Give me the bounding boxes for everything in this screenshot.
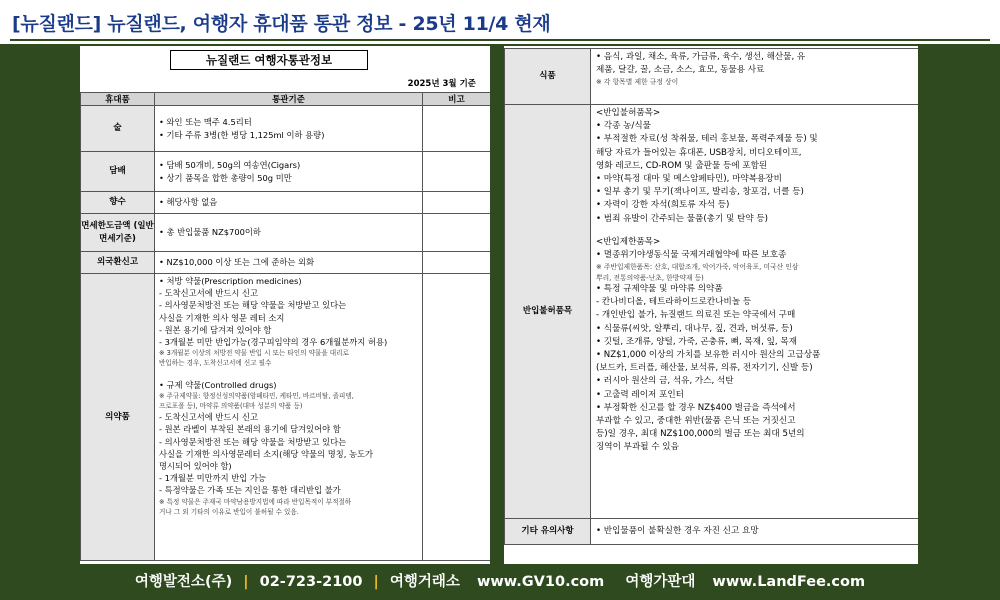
criteria-line: - 원본 라벨이 부착된 본래의 용기에 담겨있어야 함 [159,424,341,435]
footer-label-stand: 여행가판대 [625,574,696,590]
footer-separator: | [243,574,249,590]
footer-bar [0,566,1000,600]
criteria-line: • 자력이 강한 자석(희토류 자석 등) [596,200,730,211]
column-header-remarks: 비고 [423,93,491,106]
right-document-panel [504,46,918,564]
footer-label-exchange: 여행거래소 [389,574,460,590]
row-criteria [155,192,423,214]
criteria-line: ※ 특정 약물은 주재국 마약남용방지법에 따라 반입목적이 부적절하 [159,497,352,506]
criteria-line: 징역이 부과될 수 있음 [596,442,679,453]
table-row [505,519,919,545]
row-criteria [591,49,919,105]
criteria-line: • 범죄 유발이 간주되는 물품(총기 및 탄약 등) [596,213,769,224]
criteria-line: 프로포폴 등), 마약류 의약품(대마 성분의 약품 등) [159,402,303,411]
table-row [81,192,491,214]
row-criteria [155,152,423,192]
table-row [81,252,491,274]
row-remarks [423,252,491,274]
document-title: 뉴질랜드 여행자통관정보 [170,50,368,70]
row-category: 반입불허품목 [505,105,591,519]
footer-link-landfee[interactable]: www.LandFee.com [712,574,866,590]
criteria-line: - 개인반입 불가, 뉴질랜드 의료진 또는 약국에서 구매 [596,310,796,321]
criteria-line [596,226,913,236]
row-criteria [591,519,919,545]
criteria-line: 거나 그 외 기타의 이유로 반입이 불허될 수 있음. [159,507,299,516]
criteria-line: • 해당사항 없음 [159,197,218,208]
row-remarks [423,106,491,152]
criteria-line: • 러시아 원산의 금, 석유, 가스, 석탄 [596,376,734,387]
criteria-line: • 상기 품목을 합한 총량이 50g 미만 [159,172,292,183]
column-header-criteria: 통관기준 [155,93,423,106]
right-table-body [505,49,919,545]
criteria-line: <반입불허품목> [596,108,661,118]
header-bar [0,0,1000,44]
row-category: 면세한도금액 (일반면세기준) [81,214,155,252]
criteria-line: - 의사영문처방전 또는 해당 약물을 처방받고 있다는 [159,300,347,311]
customs-table-left [80,92,490,561]
row-remarks [423,214,491,252]
row-category: 기타 유의사항 [505,519,591,545]
table-row [505,105,919,519]
footer-company: 여행발전소(주) [134,574,233,590]
criteria-line: - 특정약물은 가족 또는 지인을 통한 대리반입 불가 [159,485,341,496]
criteria-line: ※ 각 항목별 제한 규정 상이 [596,78,679,87]
criteria-line: • 마약(특정 대마 및 메스암페타민), 마약복용장비 [596,174,782,185]
row-category: 의약품 [81,274,155,561]
footer-phone[interactable]: 02-723-2100 [259,574,363,590]
criteria-line: 사실을 기재한 의사 영문 레터 소지 [159,312,285,323]
criteria-line: ※ 주규제약물: 향정신성의약품(암페타민, 케타민, 바르비탈, 졸피뎀, [159,391,354,400]
row-criteria [155,106,423,152]
column-header-item: 휴대품 [81,93,155,106]
document-date: 2025년 3월 기준 [407,79,476,89]
criteria-line: <반입제한품목> [596,236,661,247]
criteria-line: • 와인 또는 맥주 4.5리터 [159,117,252,128]
row-criteria [591,105,919,519]
row-category: 외국환신고 [81,252,155,274]
row-remarks [423,274,491,561]
criteria-line: • 기타 주류 3병(한 병당 1,125ml 이하 용량) [159,129,325,140]
table-row [81,152,491,192]
criteria-line: • 특정 규제약물 및 마약류 의약품 [596,284,723,295]
footer-link-gv10[interactable]: www.GV10.com [477,574,605,590]
criteria-line: • 멸종위기야생동식물 국제거래협약에 따른 보호종 [596,250,787,261]
criteria-line: • 부적절한 자료(성 착취물, 테러 홍보물, 폭력주제물 등) 및 [596,134,818,145]
table-row [81,106,491,152]
criteria-line: • 일부 총기 및 무기(잭나이프, 발리송, 창포검, 너클 등) [596,187,804,198]
criteria-line: • 담배 50개비, 50g의 여송연(Cigars) [159,160,301,171]
criteria-line: • 각종 농/식물 [596,121,651,132]
header-rule [10,39,990,41]
row-criteria [155,252,423,274]
criteria-line: • 식물류(씨앗, 알뿌리, 대나무, 짚, 견과, 버섯류, 등) [596,323,793,334]
criteria-line: 부과할 수 있고, 중대한 위반(물품 은닉 또는 거짓신고 [596,416,796,427]
criteria-line: 영화 레코드, CD-ROM 및 출판물 등에 포함된 [596,160,768,171]
criteria-line: • 부정확한 신고를 할 경우 NZ$400 벌금을 즉석에서 [596,402,796,413]
table-row [505,49,919,105]
row-category: 향수 [81,192,155,214]
table-row [81,274,491,561]
criteria-line: - 의사영문처방전 또는 해당 약물을 처방받고 있다는 [159,436,347,447]
criteria-line: ※ 3개월분 이상의 처방전 약물 반입 시 또는 타인의 약물을 대리로 [159,349,349,358]
criteria-line: - 도착신고서에 반드시 신고 [159,288,259,299]
row-remarks [423,152,491,192]
row-criteria [155,214,423,252]
criteria-line [159,369,418,379]
criteria-line: 반입하는 경우, 도착신고서에 신고 필수 [159,359,272,368]
criteria-line: 명시되어 있어야 함) [159,461,232,472]
criteria-line: • 반입물품이 불확실한 경우 자진 신고 요망 [596,525,759,536]
footer-separator: | [373,574,379,590]
criteria-line: • 처방 약물(Prescription medicines) [159,276,302,286]
criteria-line: • 고출력 레이저 포인터 [596,389,684,400]
criteria-line: - 3개월분 미만 반입가능(경구피임약의 경우 6개월분까지 허용) [159,337,388,348]
criteria-line: 해당 자료가 들어있는 휴대폰, USB장치, 비디오테이프, [596,147,802,158]
criteria-line: (보드카, 트러플, 해산물, 보석류, 의류, 전자기기, 신발 등) [596,363,813,374]
row-category: 담배 [81,152,155,192]
criteria-line: 뿌리, 전통의약품-난초, 한방약재 등) [596,273,704,282]
criteria-line: • 총 반입물품 NZ$700이하 [159,227,261,238]
criteria-line: - 도착신고서에 반드시 신고 [159,412,259,423]
customs-table-right [504,48,918,545]
left-table-body [81,106,491,561]
table-row [81,214,491,252]
criteria-line: ※ 주반입제한품목: 산호, 대합조개, 악어가죽, 악어육포, 미국산 인삼 [596,263,799,272]
criteria-line: 등)일 경우, 최대 NZ$100,000의 벌금 또는 최대 5년의 [596,429,805,440]
criteria-line: - 1개월분 미만까지 반입 가능 [159,473,266,484]
criteria-line: 사실을 기재한 의사영문레터 소지(해당 약물의 명칭, 농도가 [159,448,374,459]
criteria-line: • 규제 약물(Controlled drugs) [159,379,277,390]
criteria-line: • NZ$1,000 이상의 가치를 보유한 러시아 원산의 고급상품 [596,350,821,361]
row-category: 술 [81,106,155,152]
criteria-line: 제품, 달걀, 꿀, 소금, 소스, 효모, 동물용 사료 [596,65,765,76]
row-criteria [155,274,423,561]
row-category: 식품 [505,49,591,105]
row-remarks [423,192,491,214]
criteria-line: • 음식, 과일, 채소, 육류, 가금류, 육수, 생선, 해산물, 유 [596,52,806,62]
criteria-line: - 원본 용기에 담겨져 있어야 함 [159,324,272,335]
criteria-line: • NZ$10,000 이상 또는 그에 준하는 외화 [159,257,315,268]
criteria-line: • 깃털, 조개류, 양털, 가죽, 곤충류, 뼈, 목재, 잎, 목재 [596,336,797,347]
page-title: [뉴질랜드] 뉴질랜드, 여행자 휴대품 통관 정보 - 25년 11/4 현재 [12,13,551,35]
left-document-panel [80,46,490,564]
criteria-line: - 칸나비디올, 테트라하이드로칸나비놀 등 [596,297,752,308]
